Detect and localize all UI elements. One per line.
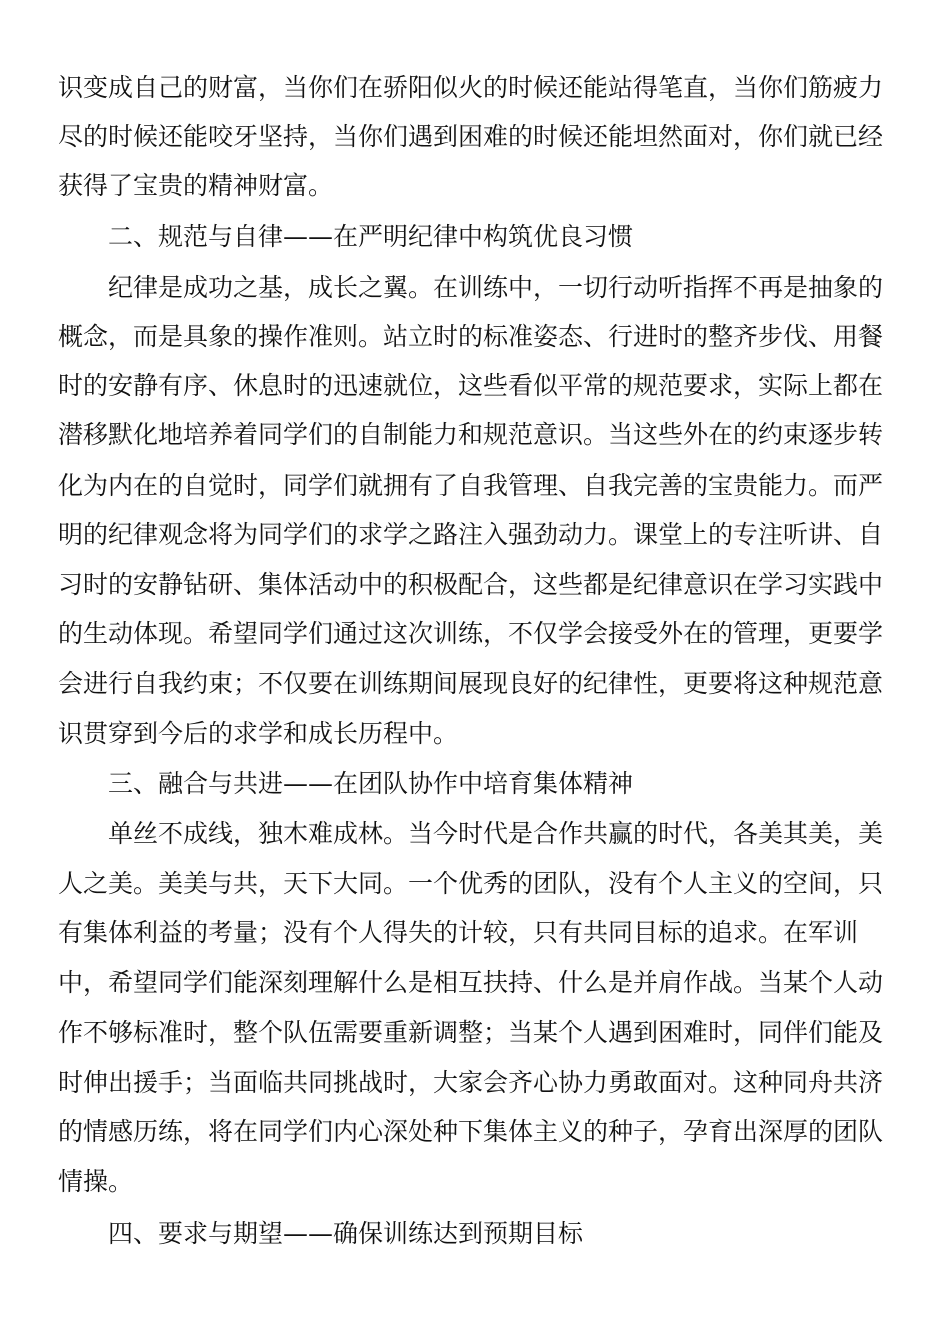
text-line: 概念，而是具象的操作准则。站立时的标准姿态、行进时的整齐步伐、用餐 bbox=[58, 322, 884, 351]
text-line: 时的安静有序、休息时的迅速就位，这些看似平常的规范要求，实际上都在 bbox=[58, 371, 884, 400]
text-line: 有集体利益的考量；没有个人得失的计较，只有共同目标的追求。在军训 bbox=[58, 918, 859, 947]
text-line: 明的纪律观念将为同学们的求学之路注入强劲动力。课堂上的专注听讲、自 bbox=[58, 520, 884, 549]
text-line: 中，希望同学们能深刻理解什么是相互扶持、什么是并肩作战。当某个人动 bbox=[58, 968, 884, 997]
text-line: 的情感历练，将在同学们内心深处种下集体主义的种子，孕育出深厚的团队 bbox=[58, 1117, 884, 1146]
text-line: 情操。 bbox=[58, 1167, 134, 1196]
text-line: 的生动体现。希望同学们通过这次训练，不仅学会接受外在的管理，更要学 bbox=[58, 619, 884, 648]
text-line: 识变成自己的财富，当你们在骄阳似火的时候还能站得笔直，当你们筋疲力 bbox=[58, 73, 884, 102]
text-line: 人之美。美美与共，天下大同。一个优秀的团队，没有个人主义的空间，只 bbox=[58, 869, 884, 898]
text-line: 识贯穿到今后的求学和成长历程中。 bbox=[58, 719, 459, 748]
text-line: 尽的时候还能咬牙坚持，当你们遇到困难的时候还能坦然面对，你们就已经 bbox=[58, 122, 884, 151]
text-line: 时伸出援手；当面临共同挑战时，大家会齐心协力勇敢面对。这种同舟共济 bbox=[58, 1068, 884, 1097]
section-heading-4: 四、要求与期望——确保训练达到预期目标 bbox=[108, 1219, 584, 1248]
text-line: 潜移默化地培养着同学们的自制能力和规范意识。当这些外在的约束逐步转 bbox=[58, 420, 884, 449]
text-line: 化为内在的自觉时，同学们就拥有了自我管理、自我完善的宝贵能力。而严 bbox=[58, 471, 884, 500]
text-line: 作不够标准时，整个队伍需要重新调整；当某个人遇到困难时，同伴们能及 bbox=[58, 1018, 884, 1047]
section-heading-3: 三、融合与共进——在团队协作中培育集体精神 bbox=[108, 769, 634, 798]
text-line: 会进行自我约束；不仅要在训练期间展现良好的纪律性，更要将这种规范意 bbox=[58, 669, 884, 698]
paragraph-first-line: 单丝不成线，独木难成林。当今时代是合作共赢的时代，各美其美，美 bbox=[108, 819, 884, 848]
text-line: 习时的安静钻研、集体活动中的积极配合，这些都是纪律意识在学习实践中 bbox=[58, 570, 884, 599]
text-line: 获得了宝贵的精神财富。 bbox=[58, 171, 334, 200]
section-heading-2: 二、规范与自律——在严明纪律中构筑优良习惯 bbox=[108, 222, 634, 251]
paragraph-first-line: 纪律是成功之基，成长之翼。在训练中，一切行动听指挥不再是抽象的 bbox=[108, 273, 884, 302]
